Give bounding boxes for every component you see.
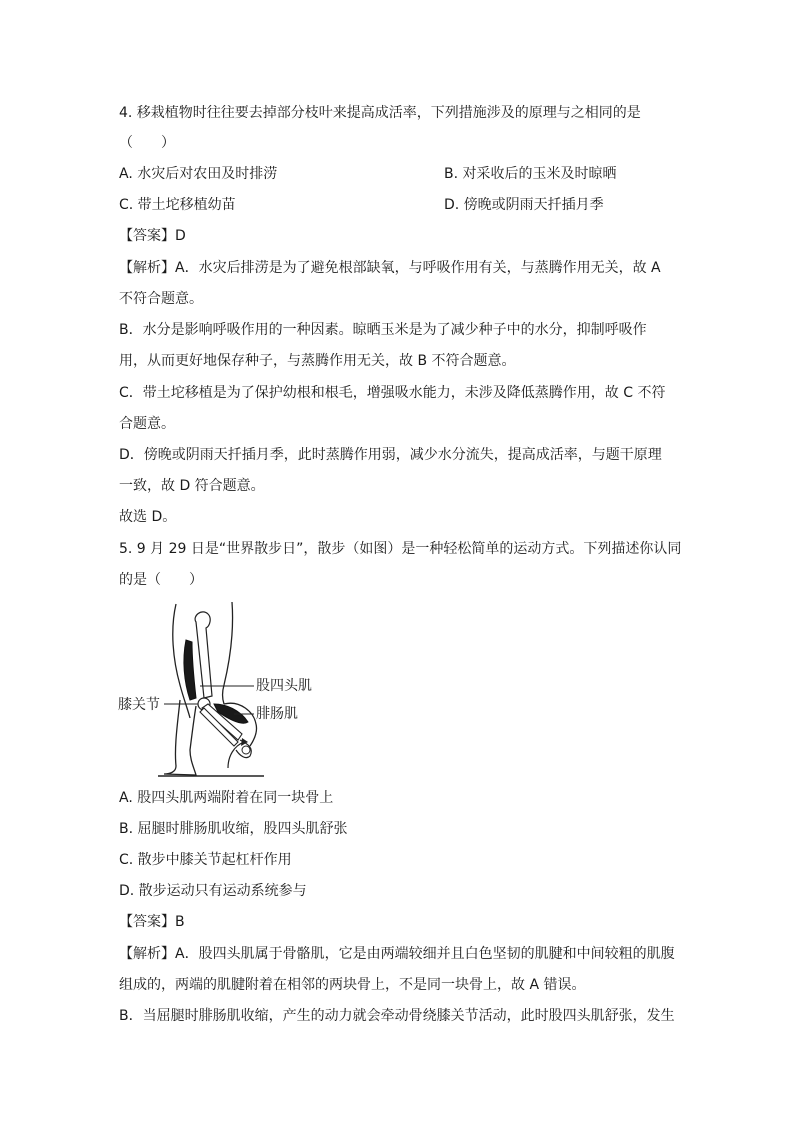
- q4-analysis-line: B．水分是影响呼吸作用的一种因素。晾晒玉米是为了减少种子中的水分，抑制呼吸作: [119, 322, 647, 338]
- label-gastrocnemius: 腓肠肌: [256, 706, 298, 722]
- q5-option-c: C. 散步中膝关节起杠杆作用: [119, 852, 292, 868]
- q5-stem-line1: 5. 9 月 29 日是“世界散步日”，散步（如图）是一种轻松简单的运动方式。下列描述你认同: [119, 541, 682, 557]
- q4-analysis-line: 用，从而更好地保存种子，与蒸腾作用无关，故 B 不符合题意。: [119, 353, 516, 369]
- q5-analysis-line: 组成的，两端的肌腱附着在相邻的两块骨上，不是同一块骨上，故 A 错误。: [119, 977, 586, 993]
- q5-analysis-line: 【解析】A．股四头肌属于骨骼肌，它是由两端较细并且白色坚韧的肌腱和中间较粗的肌腹: [119, 946, 675, 962]
- q4-analysis-line: 一致，故 D 符合题意。: [119, 478, 265, 494]
- q5-option-d: D. 散步运动只有运动系统参与: [119, 883, 307, 899]
- q4-option-c: C. 带土坨移植幼苗: [119, 197, 236, 213]
- q5-stem-line2: 的是（ ）: [119, 572, 203, 588]
- leg-muscle-figure: [118, 600, 338, 780]
- q4-option-d: D. 傍晚或阴雨天扦插月季: [444, 197, 604, 213]
- q4-analysis-line: D．傍晚或阴雨天扦插月季，此时蒸腾作用弱，减少水分流失，提高成活率，与题干原理: [119, 447, 662, 463]
- q5-option-a: A. 股四头肌两端附着在同一块骨上: [119, 790, 334, 806]
- label-quadriceps: 股四头肌: [256, 678, 312, 694]
- q5-option-b: B. 屈腿时腓肠肌收缩，股四头肌舒张: [119, 821, 348, 837]
- q4-final-choice: 故选 D。: [119, 509, 177, 525]
- q4-stem-line2: （ ）: [119, 135, 175, 151]
- q4-analysis-line: C．带土坨移植是为了保护幼根和根毛，增强吸水能力，未涉及降低蒸腾作用，故 C 不符: [119, 385, 666, 401]
- q4-analysis-line: 合题意。: [119, 416, 175, 432]
- q4-analysis-line: 【解析】A．水灾后排涝是为了避免根部缺氧，与呼吸作用有关，与蒸腾作用无关，故 A: [119, 260, 661, 276]
- q4-analysis-line: 不符合题意。: [119, 291, 203, 307]
- q4-option-b: B. 对采收后的玉米及时晾晒: [444, 166, 617, 182]
- q4-option-a: A. 水灾后对农田及时排涝: [119, 166, 278, 182]
- q5-answer: 【答案】B: [119, 914, 185, 930]
- q4-stem-line1: 4. 移栽植物时往往要去掉部分枝叶来提高成活率，下列措施涉及的原理与之相同的是: [119, 105, 641, 121]
- q5-analysis-line: B．当屈腿时腓肠肌收缩，产生的动力就会牵动骨绕膝关节活动，此时股四头肌舒张，发生: [119, 1008, 675, 1024]
- label-knee-joint: 膝关节: [118, 697, 160, 713]
- q4-answer: 【答案】D: [119, 228, 186, 244]
